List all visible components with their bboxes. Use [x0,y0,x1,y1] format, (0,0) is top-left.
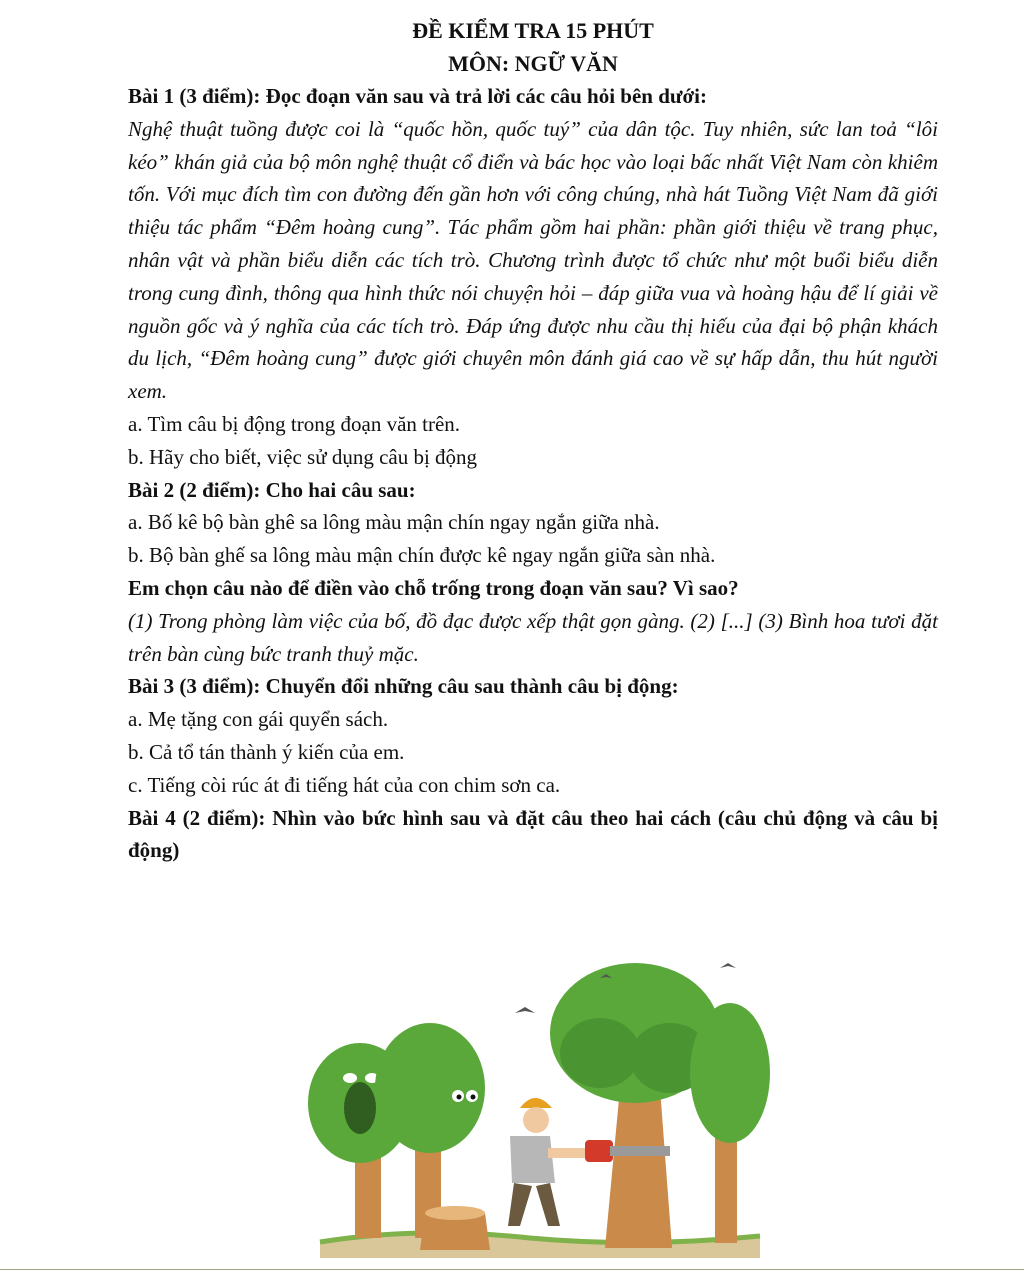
bai4-heading: Bài 4 (2 điểm): Nhìn vào bức hình sau và đặt câu theo hai cách (câu chủ động và câu bị động) [128,805,938,863]
bai1-question-b: b. Hãy cho biết, việc sử dụng câu bị động [128,444,478,469]
bird-icon [720,963,736,968]
right-tree [690,1003,770,1243]
middle-tree [375,1023,485,1238]
exam-title: ĐỀ KIỂM TRA 15 PHÚT [412,18,654,43]
bai3-sentence-a: a. Mẹ tặng con gái quyển sách. [128,707,389,732]
bai2-heading: Bài 2 (2 điểm): Cho hai câu sau: [128,477,416,502]
big-tree [550,963,720,1248]
tree-cutting-illustration [300,958,770,1258]
bird-icon [515,1007,535,1013]
exam-page [128,14,938,867]
lumberjack-worker [508,1098,598,1226]
page-bottom-rule [0,1269,1024,1270]
bai3-sentence-b: b. Cả tổ tán thành ý kiến của em. [128,739,405,764]
bai2-sentence-a: a. Bố kê bộ bàn ghê sa lông màu mận chín ngay ngắn giữa nhà. [128,510,660,535]
bai1-question-a: a. Tìm câu bị động trong đoạn văn trên. [128,411,461,436]
bai1-heading: Bài 1 (3 điểm): Đọc đoạn văn sau và trả lời các câu hỏi bên dưới: [128,84,707,108]
bai2-passage: (1) Trong phòng làm việc của bố, đồ đạc được xếp thật gọn gàng. (2) [...] (3) Bình hoa tươi đặt trên bàn cùng bức tranh thuỷ mặc. [128,608,938,666]
bai2-question: Em chọn câu nào để điền vào chỗ trống trong đoạn văn sau? Vì sao? [128,575,739,600]
bai3-sentence-c: c. Tiếng còi rúc át đi tiếng hát của con chim sơn ca. [128,772,561,797]
bai1-passage: Nghệ thuật tuồng được coi là “quốc hồn, quốc tuý” của dân tộc. Tuy nhiên, sức lan toả “lôi kéo” khán giả của bộ môn nghệ thuật cổ điển và bác học vào loại bấc nhất Việt Nam còn khiêm tốn. Với mục đích tìm con đường đến gần hơn với công chúng, nhà hát Tuồng Việt Nam đã giới thiệu tác phẩm “Đêm hoàng cung”. Tác phẩm gồm hai phần: phần giới thiệu về trang phục, nhân vật và phần biểu diễn các tích trò. Chương trình được tổ chức như một buổi biểu diễn trong cung đình, thông qua hình thức nói chuyện hỏi – đáp giữa vua và hoàng hậu để lí giải về nguồn gốc và ý nghĩa của các tích trò. Đáp ứng được nhu cầu thị hiếu của đại bộ phận khách du lịch, “Đêm hoàng cung” được giới chuyên môn đánh giá cao về sự hấp dẫn, thu hút người xem. [128,116,938,404]
exam-subject: MÔN: NGỮ VĂN [448,51,618,76]
bai2-sentence-b: b. Bộ bàn ghế sa lông màu mận chín được kê ngay ngắn giữa sàn nhà. [128,543,716,568]
bai3-heading: Bài 3 (3 điểm): Chuyển đổi những câu sau thành câu bị động: [128,674,679,699]
tree-stump [420,1206,490,1250]
